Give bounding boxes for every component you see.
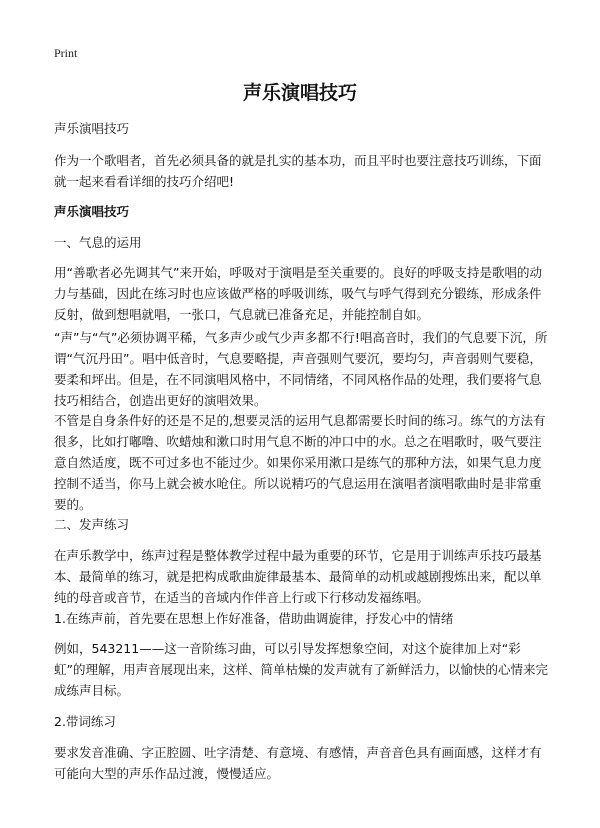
print-link[interactable]: Print bbox=[54, 46, 78, 60]
heading-vocalization: 二、发声练习 bbox=[54, 517, 130, 532]
paragraph-vocalization-2: 1.在练声前，首先要在思想上作好准备，借助曲调旋律，抒发心中的情绪 bbox=[54, 611, 454, 626]
paragraph-breath-2: “声”与“气”必须协调平稀，气多声少或气少声多都不行!唱高音时，我们的气息要下沉，所谓“气沉丹田”。唱中低音时，气息要略提，声音强则气要沉，要均匀，声音弱则气要稳，要柔和坪出。但是，在不同演唱风格中，不同情绪，不同风格作品的处理，我们要将气息技巧相结合，创造出更好的演唱效果。 bbox=[54, 330, 548, 408]
heading-breath: 一、气息的运用 bbox=[54, 235, 142, 250]
paragraph-breath-3: 不管是自身条件好的还是不足的,想要灵活的运用气息都需要长时间的练习。练气的方法有很多，比如打嘟噜、吹蜡烛和漱口时用气息不断的冲口中的水。总之在唱歌时，吸气要注意自然适度，既不可过多也不能过少。如果你采用漱口是练气的那种方法，如果气息力度控制不适当，你马上就会被水呛住。所以说精巧的气息运用在演唱者演唱歌曲时是非常重要的。 bbox=[54, 413, 546, 512]
paragraph-vocalization-4: 2.带词练习 bbox=[54, 714, 116, 729]
paragraph-vocalization-5: 要求发音准确、字正腔圆、吐字清楚、有意境、有感情，声音音色具有画面感，这样才有可能向大型的声乐作品过渡，慢慢适应。 bbox=[54, 745, 542, 781]
paragraph-breath-1: 用“善歌者必先调其气”来开始，呼吸对于演唱是至关重要的。良好的呼吸支持是歌唱的动力与基础，因此在练习时也应该做严格的呼吸训练，吸气与呼气得到充分锻练，形成条件反射，做到想唱就唱，一张口，气息就已准备充足，并能控制自如。 bbox=[54, 265, 542, 322]
paragraph-vocalization-3: 例如，543211——这一音阶练习曲，可以引导发挥想象空间，对这个旋律加上对“彩虹”的理解，用声音展现出来，这样、简单枯燥的发声就有了新鲜活力，以愉快的心情来完成练声目标。 bbox=[54, 641, 548, 698]
page-title: 声乐演唱技巧 bbox=[242, 82, 357, 104]
intro-paragraph: 作为一个歌唱者，首先必须具备的就是扎实的基本功，而且平时也要注意技巧训练，下面就一起来看看详细的技巧介绍吧! bbox=[54, 153, 542, 189]
paragraph-vocalization-1: 在声乐教学中，练声过程是整体教学过程中最为重要的环节，它是用于训练声乐技巧最基本、最简单的练习，就是把构成歌曲旋律最基本、最简单的动机或越剧搜炼出来，配以单纯的母音或音节，在适当的音域内作伴音上行或下行移动发福练唱。 bbox=[54, 548, 542, 605]
section-heading: 声乐演唱技巧 bbox=[54, 204, 130, 219]
document-subtitle: 声乐演唱技巧 bbox=[54, 121, 130, 136]
